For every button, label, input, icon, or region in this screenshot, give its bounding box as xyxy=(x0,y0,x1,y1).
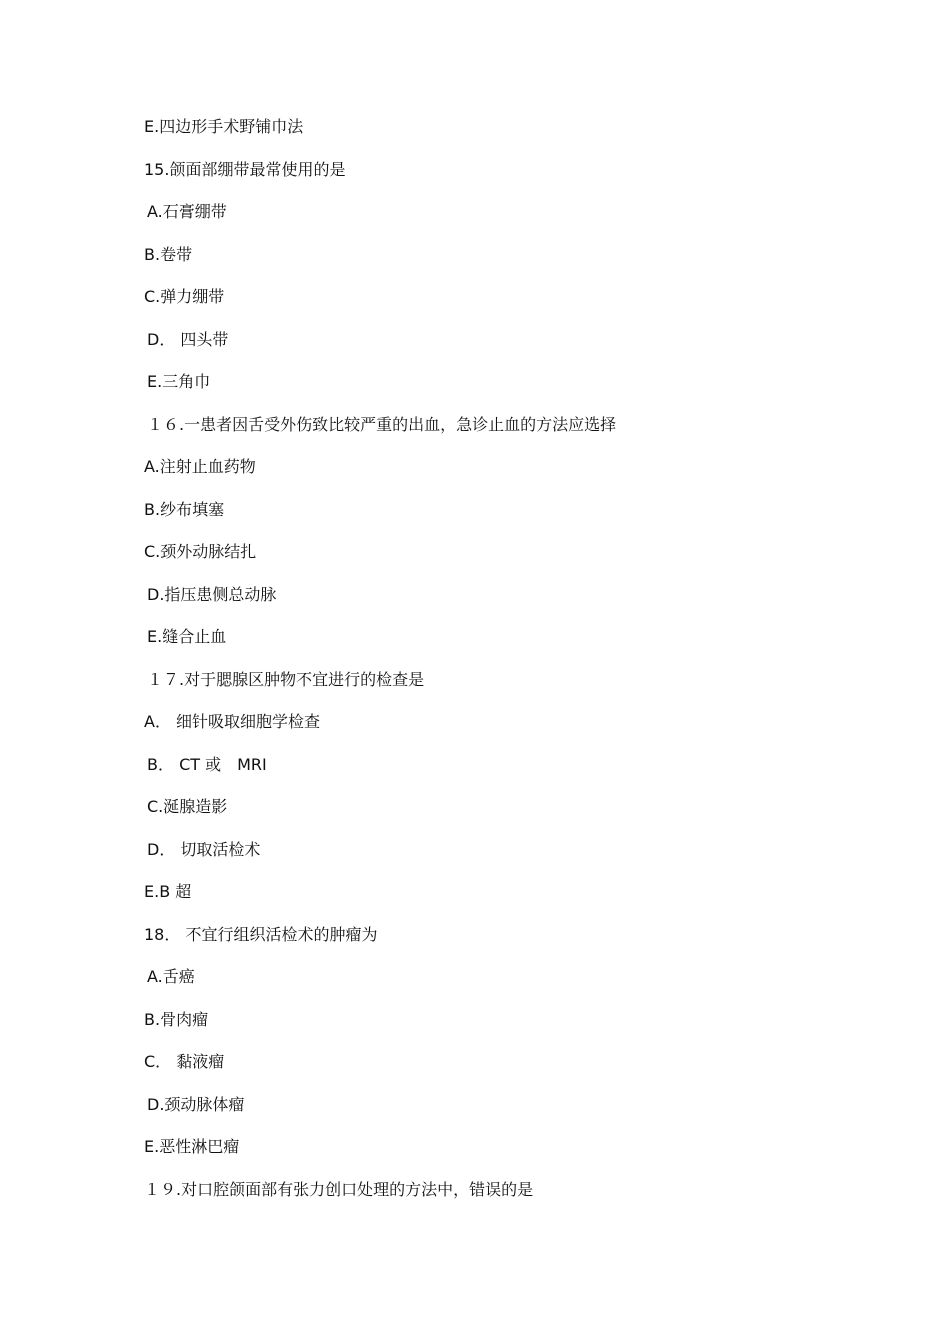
text-line: C.涎腺造影 xyxy=(147,797,228,816)
text-line: A.注射止血药物 xyxy=(144,457,256,476)
text-line: E.B 超 xyxy=(144,882,192,901)
text-line: 15.颌面部绷带最常使用的是 xyxy=(144,159,346,179)
text-line: E.四边形手术野铺巾法 xyxy=(144,117,304,136)
text-line: E.恶性淋巴瘤 xyxy=(144,1137,240,1156)
document-body xyxy=(0,114,950,1219)
text-line: E.三角巾 xyxy=(147,372,211,391)
text-line: E.缝合止血 xyxy=(147,627,227,646)
text-line: １６.一患者因舌受外伤致比较严重的出血，急诊止血的方法应选择 xyxy=(147,414,617,434)
text-line: １７.对于腮腺区肿物不宜进行的检查是 xyxy=(147,669,425,689)
text-line: D.指压患侧总动脉 xyxy=(147,584,277,604)
text-line: D． 切取活检术 xyxy=(147,839,261,859)
text-line: 18． 不宜行组织活检术的肿瘤为 xyxy=(144,924,378,944)
text-line: C． 黏液瘤 xyxy=(144,1052,225,1071)
text-line: B.纱布填塞 xyxy=(144,499,225,519)
text-line: B.卷带 xyxy=(144,244,193,264)
text-line: A． 细针吸取细胞学检查 xyxy=(144,712,321,731)
text-line: C.弹力绷带 xyxy=(144,287,225,306)
text-line: B.骨肉瘤 xyxy=(144,1009,209,1029)
text-line: １９.对口腔颌面部有张力创口处理的方法中，错误的是 xyxy=(144,1179,534,1199)
text-line: C.颈外动脉结扎 xyxy=(144,542,257,561)
text-line: D． 四头带 xyxy=(147,329,229,349)
text-line: B． CT 或 MRI xyxy=(147,754,267,774)
text-line: A.石膏绷带 xyxy=(147,202,227,221)
text-line: A.舌癌 xyxy=(147,967,195,986)
text-line: D.颈动脉体瘤 xyxy=(147,1094,245,1114)
